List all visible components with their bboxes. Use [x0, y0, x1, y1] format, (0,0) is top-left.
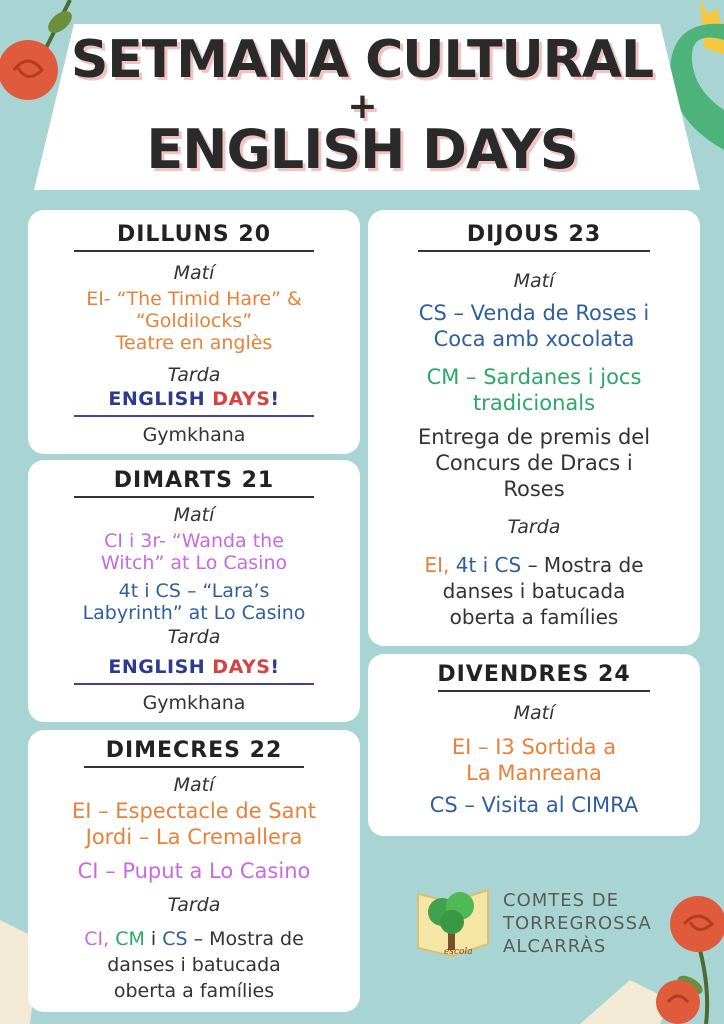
divider [74, 415, 314, 417]
title-line-1: SETMANA CULTURAL [70, 30, 654, 90]
monday-card [28, 210, 360, 454]
divider [418, 250, 650, 252]
school-name-line-3: ALCARRÀS [503, 936, 607, 957]
event-text: – Mostra de [527, 553, 644, 577]
event-line: Labyrinth” at Lo Casino [82, 602, 306, 624]
event-line: Witch” at Lo Casino [100, 552, 288, 574]
group-4t-cs: 4t i CS [455, 553, 522, 577]
morning-label: Matí [173, 504, 215, 526]
event-line: 4t i CS – “Lara’s [118, 580, 270, 602]
days-word: DAYS [212, 656, 271, 678]
conjunction: i [150, 928, 157, 950]
event-line: EI – Espectacle de Sant [71, 799, 317, 823]
event-text: – Mostra de [193, 928, 304, 950]
event-line: Concurs de Dracs i [435, 451, 633, 475]
afternoon-label: Tarda [167, 626, 221, 648]
morning-label: Matí [173, 774, 215, 796]
event-line: Roses [503, 477, 565, 501]
divider [74, 250, 314, 252]
tuesday-card [28, 460, 360, 722]
event-line: EI – I3 Sortida a [451, 735, 617, 759]
afternoon-label: Tarda [507, 516, 561, 538]
school-name-line-1: COMTES DE [503, 890, 620, 911]
school-logo-icon [414, 884, 492, 960]
day-heading: DIMECRES 22 [105, 738, 283, 763]
title-plus: + [347, 86, 377, 127]
title-line-3: ENGLISH DAYS [146, 118, 578, 181]
event-line: oberta a famílies [113, 980, 275, 1002]
logo-word: escola [444, 947, 473, 957]
group-cs: CS [162, 928, 188, 950]
exclamation: ! [270, 388, 280, 410]
event-line: “Goldilocks” [135, 310, 253, 332]
event-line: CM – Sardanes i jocs [426, 365, 642, 389]
english-word: ENGLISH [108, 656, 206, 678]
day-heading: DIMARTS 21 [113, 468, 275, 493]
english-days-label [28, 656, 360, 678]
afternoon-label: Tarda [167, 364, 221, 386]
divider [84, 766, 304, 768]
event-line: danses i batucada [107, 954, 281, 976]
event-line: CI – Puput a Lo Casino [77, 859, 311, 883]
morning-label: Matí [173, 262, 215, 284]
event-line: Entrega de premis del [417, 425, 651, 449]
english-word: ENGLISH [108, 388, 206, 410]
school-name-line-2: TORREGROSSA [503, 913, 652, 934]
divider [438, 690, 650, 692]
event-line: Teatre en anglès [115, 332, 273, 354]
divider [74, 683, 314, 685]
morning-label: Matí [513, 270, 555, 292]
group-ci: CI, [84, 928, 110, 950]
day-heading: DIJOUS 23 [466, 222, 602, 247]
days-word: DAYS [212, 388, 271, 410]
thursday-card [368, 210, 700, 646]
event-line: CI i 3r- “Wanda the [104, 530, 284, 552]
group-cm: CM [115, 928, 145, 950]
activity-line: Gymkhana [142, 424, 246, 446]
event-line [368, 554, 700, 576]
event-line: EI- “The Timid Hare” & [86, 288, 302, 310]
event-line: Jordi – La Cremallera [85, 825, 303, 849]
friday-card [368, 654, 700, 836]
english-days-label [28, 388, 360, 410]
event-line [28, 928, 360, 950]
divider [74, 496, 314, 498]
morning-label: Matí [513, 702, 555, 724]
event-line: Coca amb xocolata [433, 327, 635, 351]
afternoon-label: Tarda [167, 894, 221, 916]
event-line: CS – Visita al CIMRA [429, 793, 639, 817]
event-line: tradicionals [472, 391, 596, 415]
exclamation: ! [270, 656, 280, 678]
day-heading: DIVENDRES 24 [437, 662, 631, 687]
event-line: La Manreana [466, 761, 602, 785]
group-ei: EI, [424, 553, 450, 577]
event-line: oberta a famílies [449, 605, 619, 629]
day-heading: DILLUNS 20 [116, 222, 272, 247]
wednesday-card [28, 730, 360, 1012]
event-line: CS – Venda de Roses i [418, 301, 650, 325]
event-line: danses i batucada [442, 579, 626, 603]
activity-line: Gymkhana [142, 692, 246, 714]
